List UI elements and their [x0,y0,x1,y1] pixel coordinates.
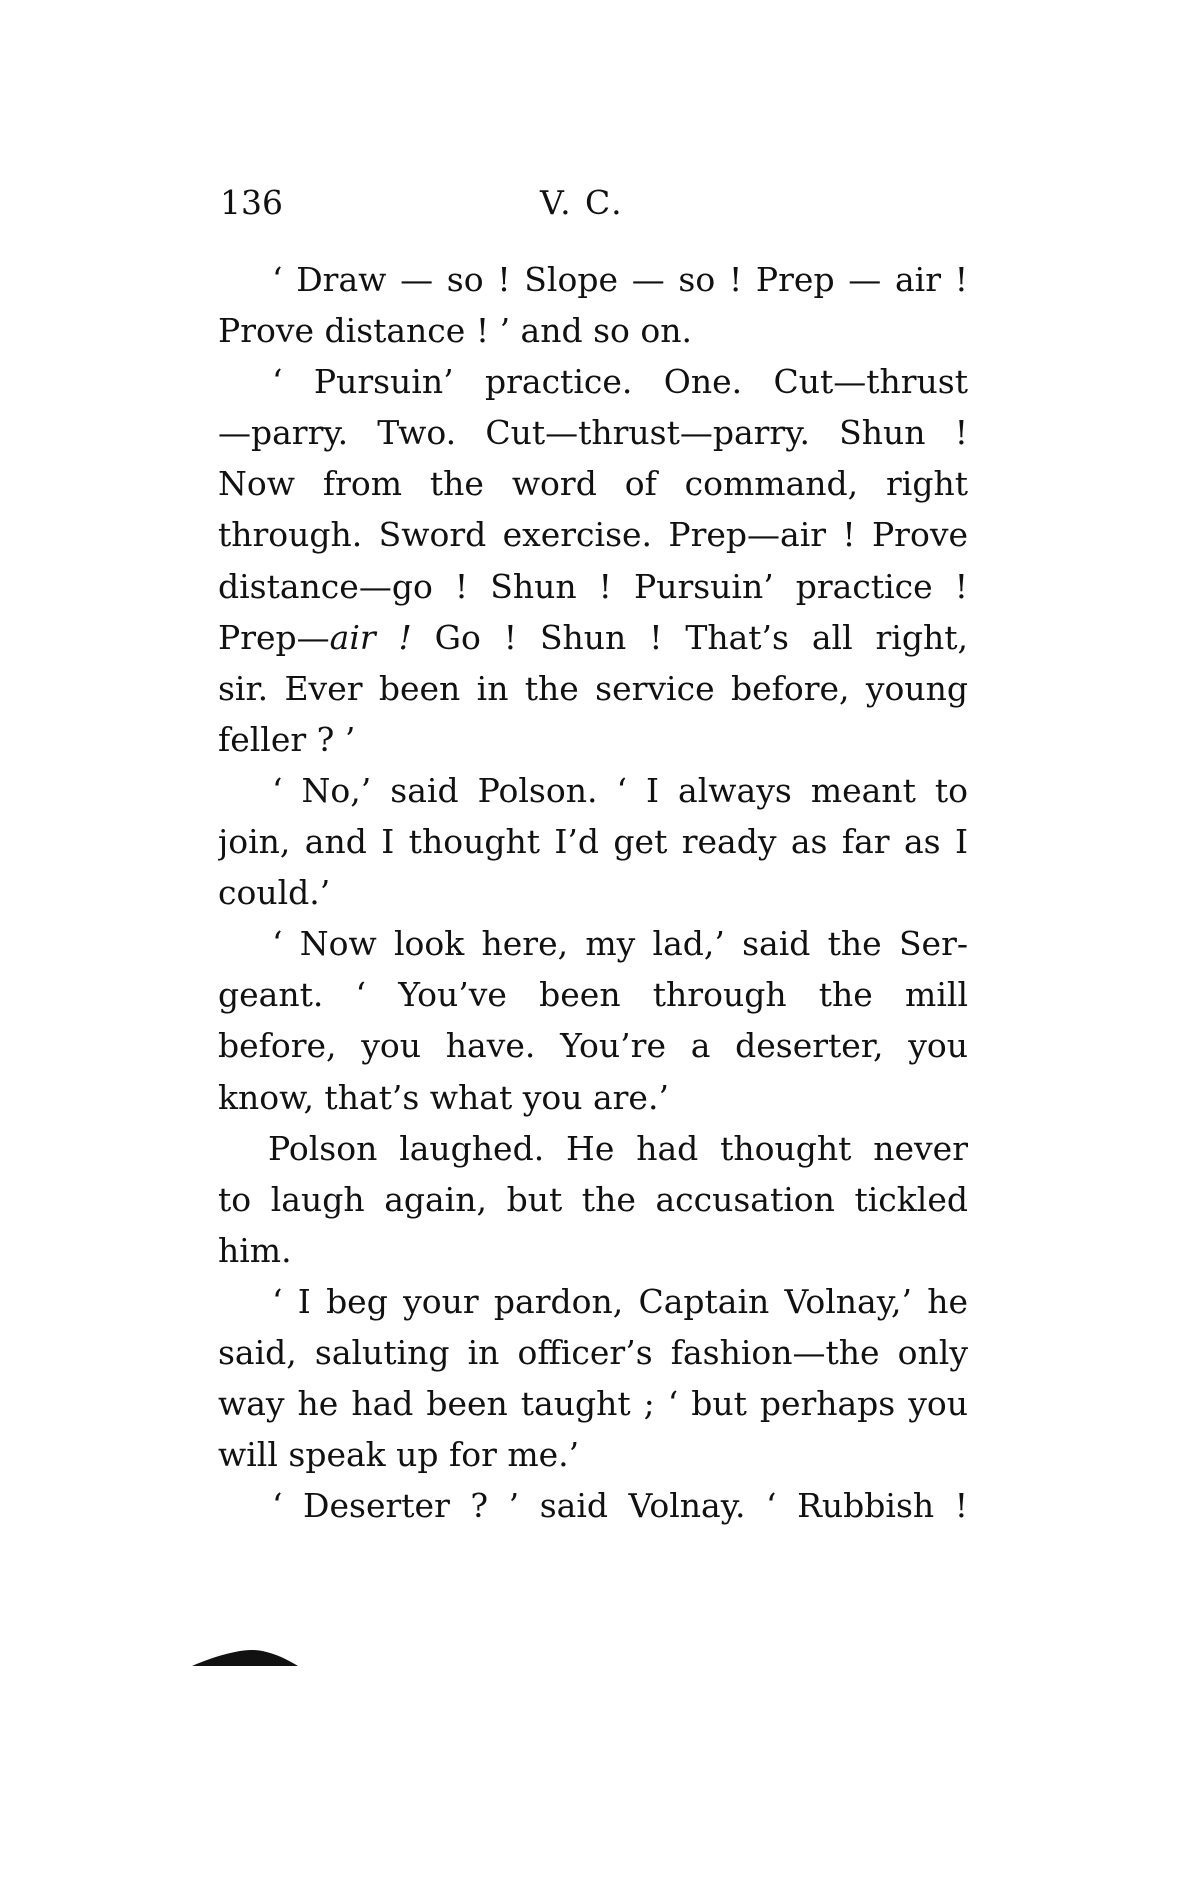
text-line: will speak up for me.’ [218,1435,580,1475]
page-number: 136 [220,183,283,222]
text-segment: Go ! Shun ! That’s all right, [411,617,968,657]
text-line: ‘ I beg your pardon, Captain Volnay,’ he [272,1281,968,1321]
text-line: him. [218,1230,292,1270]
body-text [218,254,968,1531]
text-line: ‘ Draw — so ! Slope — so ! Prep — air ! [272,260,968,299]
text-line: way he had been taught ; ‘ but perhaps you [218,1384,968,1424]
text-line: through. Sword exercise. Prep—air ! Prove [218,515,968,555]
text-segment: Prep— [218,617,330,657]
text-line: join, and I thought I’d get ready as far as I [218,822,968,862]
text-line: know, that’s what you are.’ [218,1077,669,1117]
text-line: —parry. Two. Cut—thrust—parry. Shun ! [218,413,968,453]
text-line: before, you have. You’re a deserter, you [218,1026,968,1066]
text-line: geant. ‘ You’ve been through the mill [218,975,968,1015]
text-line: Polson laughed. He had thought never [268,1128,968,1168]
running-title: V. C. [540,183,624,222]
text-line: to laugh again, but the accusation tickled [218,1179,968,1219]
text-line: Prove distance ! ’ and so on. [218,311,692,351]
text-line [218,612,968,663]
text-line: distance—go ! Shun ! Pursuin’ practice ! [218,566,968,606]
text-line: feller ? ’ [218,719,356,759]
text-line: ‘ No,’ said Polson. ‘ I always meant to [272,770,968,810]
ink-mark [190,1640,300,1670]
text-line: ‘ Deserter ? ’ said Volnay. ‘ Rubbish ! [272,1486,968,1526]
text-line: could.’ [218,873,331,913]
text-line: Now from the word of command, right [218,464,968,504]
text-line: said, saluting in officer’s fashion—the only [218,1332,968,1372]
text-line: sir. Ever been in the service before, young [218,668,968,708]
italic-text: air ! [329,617,412,657]
running-head [220,178,970,228]
text-line: ‘ Pursuin’ practice. One. Cut—thrust [272,362,968,402]
text-line: ‘ Now look here, my lad,’ said the Ser- [272,924,968,964]
